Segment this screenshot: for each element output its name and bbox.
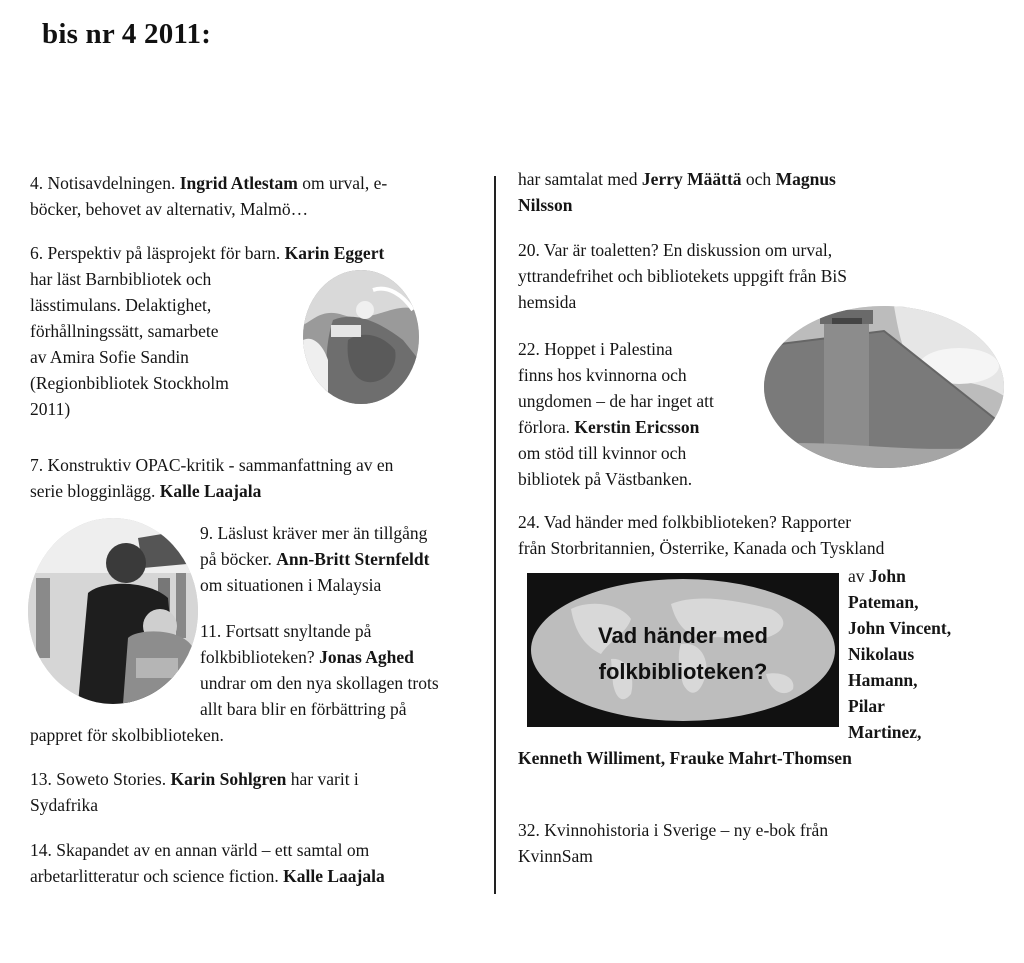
text: 4. Notisavdelningen. — [30, 173, 180, 193]
article-11-tail — [30, 722, 224, 748]
text: på böcker. — [200, 549, 277, 569]
world-map-oval — [531, 579, 835, 721]
text: undrar om den nya skollagen trots — [200, 673, 439, 693]
column-divider — [494, 176, 496, 894]
text: lässtimulans. Delaktighet, — [30, 295, 212, 315]
text: 14. Skapandet av en annan värld – ett samtal om — [30, 840, 370, 860]
author-name: Pilar — [848, 696, 885, 716]
article-13 — [30, 766, 359, 818]
article-22 — [518, 336, 714, 492]
article-24 — [518, 509, 884, 561]
article-22-photo — [764, 306, 1004, 468]
author-name: Nilsson — [518, 195, 573, 215]
text: arbetarlitteratur och science fiction. — [30, 866, 284, 886]
text: 22. Hoppet i Palestina — [518, 339, 673, 359]
text: om stöd till kvinnor och — [518, 443, 687, 463]
text: förlora. — [518, 417, 575, 437]
text: har samtalat med — [518, 169, 642, 189]
author-name: Magnus — [775, 169, 836, 189]
text: har varit i — [286, 769, 359, 789]
text: 32. Kvinnohistoria i Sverige – ny e-bok från — [518, 820, 829, 840]
author-name: Kalle Laajala — [159, 481, 262, 501]
text: yttrandefrihet och bibliotekets uppgift från BiS — [518, 266, 848, 286]
world-map-image — [527, 573, 839, 727]
article-9-photo — [28, 518, 198, 704]
text: förhållningssätt, samarbete — [30, 321, 219, 341]
article-20 — [518, 237, 847, 315]
text: (Regionbibliotek Stockholm — [30, 373, 229, 393]
text: och — [741, 169, 776, 189]
text: bibliotek på Västbanken. — [518, 469, 693, 489]
article-32 — [518, 817, 828, 869]
text: Sydafrika — [30, 795, 99, 815]
text: från Storbritannien, Österrike, Kanada och Tyskland — [518, 538, 885, 558]
author-list — [848, 563, 951, 745]
text: serie blogginlägg. — [30, 481, 160, 501]
author-name: John Vincent, — [848, 618, 952, 638]
text: 6. Perspektiv på läsprojekt för barn. — [30, 243, 285, 263]
photo-illustration — [28, 518, 198, 704]
article-6-photo — [303, 270, 419, 404]
text: av — [848, 566, 869, 586]
text: om situationen i Malaysia — [200, 575, 382, 595]
author-name: Karin Eggert — [284, 243, 385, 263]
author-name: Jonas Aghed — [319, 647, 414, 667]
text: om urval, e- — [297, 173, 388, 193]
text: finns hos kvinnorna och — [518, 365, 687, 385]
text: 11. Fortsatt snyltande på — [200, 621, 372, 641]
text: 2011) — [30, 399, 71, 419]
text: pappret för skolbiblioteken. — [30, 725, 224, 745]
text: folkbiblioteken? — [200, 647, 320, 667]
article-4 — [30, 170, 387, 222]
author-name: Ann-Britt Sternfeldt — [276, 549, 430, 569]
author-name: Martinez, — [848, 722, 922, 742]
article-continued — [518, 166, 836, 218]
author-name: Karin Sohlgren — [170, 769, 287, 789]
text: böcker, behovet av alternativ, Malmö… — [30, 199, 309, 219]
text: av Amira Sofie Sandin — [30, 347, 189, 367]
text: 7. Konstruktiv OPAC-kritik - sammanfattning av en — [30, 455, 394, 475]
author-name: Hamann, — [848, 670, 918, 690]
text: 24. Vad händer med folkbiblioteken? Rapporter — [518, 512, 852, 532]
page-title: bis nr 4 2011: — [42, 18, 212, 50]
photo-illustration — [764, 306, 1004, 468]
author-list-tail: Kenneth Williment, Frauke Mahrt-Thomsen — [518, 748, 852, 768]
author-name: Jerry Määttä — [641, 169, 742, 189]
article-14 — [30, 837, 385, 889]
text: 9. Läslust kräver mer än tillgång — [200, 523, 428, 543]
text: 20. Var är toaletten? En diskussion om urval, — [518, 240, 833, 260]
text: 13. Soweto Stories. — [30, 769, 171, 789]
image-caption-line-1: Vad händer med — [598, 623, 768, 648]
text: allt bara blir en förbättring på — [200, 699, 407, 719]
author-name: Ingrid Atlestam — [179, 173, 298, 193]
article-11 — [200, 618, 439, 722]
article-9 — [200, 520, 429, 598]
text: har läst Barnbibliotek och — [30, 269, 212, 289]
author-name: Pateman, — [848, 592, 919, 612]
author-name: Kalle Laajala — [283, 866, 385, 886]
author-name: Kerstin Ericsson — [574, 417, 700, 437]
text: ungdomen – de har inget att — [518, 391, 714, 411]
image-caption-line-2: folkbiblioteken? — [598, 659, 768, 684]
author-name: John — [868, 566, 906, 586]
text: KvinnSam — [518, 846, 593, 866]
photo-illustration — [303, 270, 419, 404]
text: hemsida — [518, 292, 577, 312]
author-name: Nikolaus — [848, 644, 915, 664]
article-7 — [30, 452, 393, 504]
